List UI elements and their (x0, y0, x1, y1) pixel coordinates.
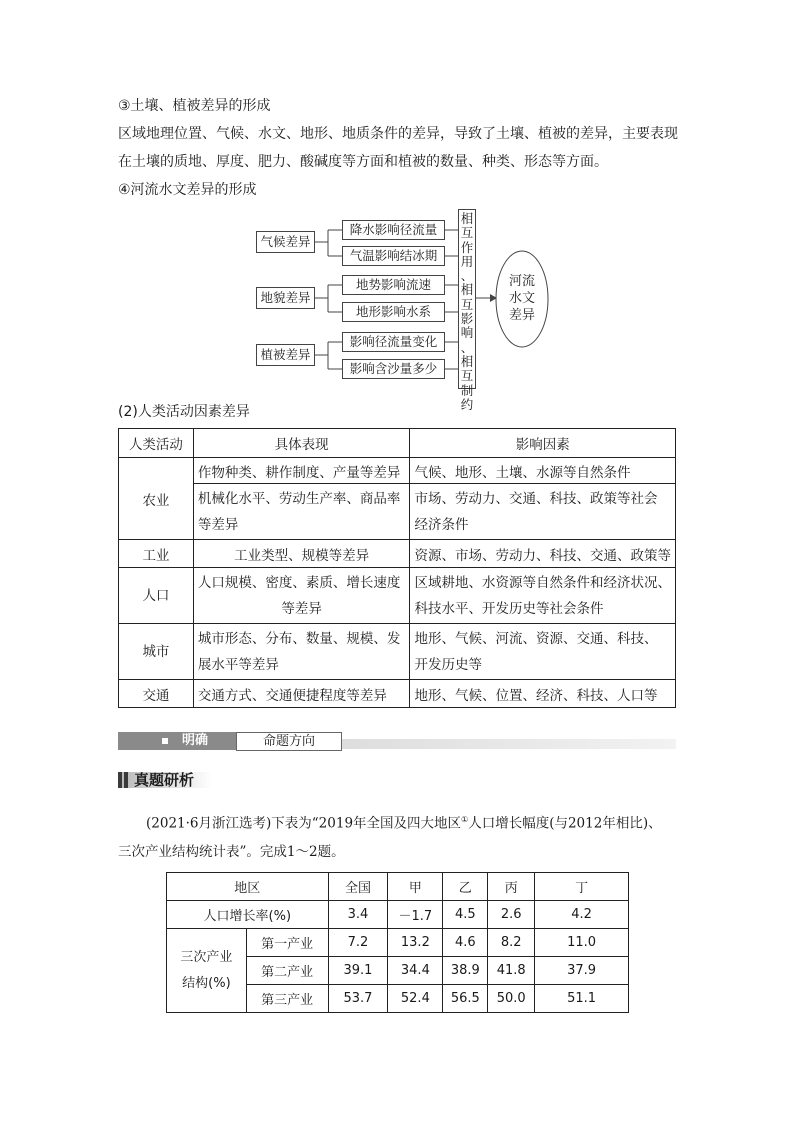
manifest-cell: 交通方式、交通便捷程度等差异 (193, 680, 410, 708)
header-activity: 人类活动 (119, 429, 194, 458)
header-manifestation: 具体表现 (193, 429, 410, 458)
stats-cell: 13.2 (388, 929, 443, 957)
table-row (119, 680, 676, 708)
stats-cell: 7.2 (328, 929, 388, 957)
table-row (119, 484, 676, 540)
stats-row (167, 901, 629, 929)
stats-cell: 37.9 (535, 957, 629, 985)
interaction-char: 相 (460, 282, 474, 298)
industry-name: 第三产业 (246, 985, 328, 1013)
stats-cell: 38.9 (443, 957, 488, 985)
interaction-char: 影 (460, 311, 474, 327)
stats-cell: 4.6 (443, 929, 488, 957)
effect-sediment: 影响含沙量多少 (342, 359, 445, 379)
stats-cell: 3.4 (328, 901, 388, 929)
manifest-cell (193, 458, 410, 484)
interaction-char: 、 (460, 268, 474, 284)
interaction-char: 相 (460, 353, 474, 369)
industry-name: 第二产业 (246, 957, 328, 985)
manifest-cell: 工业类型、规模等差异 (193, 540, 410, 568)
effect-precipitation: 降水影响径流量 (342, 220, 445, 240)
manifest-cell (193, 568, 410, 624)
stats-cell: 11.0 (535, 929, 629, 957)
section3-heading: ③土壤、植被差异的形成 (118, 98, 271, 114)
stats-cell: 50.0 (488, 985, 535, 1013)
table-row (119, 540, 676, 568)
factor-text: 开发历史等 (414, 656, 482, 673)
human-activity-table (118, 428, 676, 708)
human-section-heading: (2)人类活动因素差异 (118, 404, 250, 420)
growth-label: 人口增长率(%) (167, 901, 329, 929)
exam-intro-line2: 三次产业结构统计表”。完成1～2题。 (118, 844, 345, 860)
heading-bar-icon (124, 772, 128, 788)
region-col: 乙 (443, 873, 488, 901)
result-line: 水文 (508, 291, 535, 306)
interaction-char: 用 (460, 253, 474, 269)
factor-cell: 资源、市场、劳动力、科技、交通、政策等 (410, 540, 676, 568)
table-row (119, 568, 676, 624)
factor-cell (410, 624, 676, 680)
factor-cell (410, 568, 676, 624)
manifest-text: 人口规模、密度、素质、增长速度 (197, 574, 401, 591)
activity-agriculture: 农业 (119, 458, 194, 540)
effect-terrain-system: 地形影响水系 (342, 302, 445, 322)
manifest-text: 展水平等差异 (197, 656, 279, 673)
stats-table (166, 872, 629, 1013)
factor-text: 科技水平、开发历史等社会条件 (414, 600, 604, 617)
factor-vegetation: 植被差异 (256, 344, 315, 366)
factor-cell (410, 484, 676, 540)
industry-name: 第一产业 (246, 929, 328, 957)
stats-cell: 4.2 (535, 901, 629, 929)
interaction-char: 、 (460, 339, 474, 355)
factor-text: 气候、地形、土壤、水源等自然条件 (414, 464, 631, 481)
stats-row (167, 929, 629, 957)
manifest-text: 机械化水平、劳动生产率、商品率 (197, 490, 401, 507)
stats-cell: 39.1 (328, 957, 388, 985)
section4-heading: ④河流水文差异的形成 (118, 182, 257, 198)
factor-cell (410, 458, 676, 484)
manifest-text: 作物种类、耕作制度、产量等差异 (197, 464, 401, 481)
section3-text-line1: 区域地理位置、气候、水文、地形、地质条件的差异，导致了土壤、植被的差异，主要表现 (118, 126, 678, 142)
effect-temperature: 气温影响结冰期 (342, 246, 445, 266)
section-banner (118, 732, 676, 750)
real-exam-heading: 真题研析 (134, 771, 195, 789)
stats-cell: 4.5 (443, 901, 488, 929)
river-hydrology-diagram (250, 206, 550, 412)
interaction-box (458, 209, 476, 412)
stats-cell: 51.1 (535, 985, 629, 1013)
stats-cell: 34.4 (388, 957, 443, 985)
stats-cell: －1.7 (388, 901, 443, 929)
interaction-char: 互 (460, 296, 474, 312)
table-row (119, 624, 676, 680)
factor-text: 市场、劳动力、交通、科技、政策等社会 (414, 490, 658, 507)
interaction-char: 作 (460, 239, 474, 255)
factor-text: 经济条件 (414, 516, 469, 533)
region-header: 地区 (167, 873, 329, 901)
manifest-text: 城市形态、分布、数量、规模、发 (197, 630, 401, 647)
activity-population: 人口 (119, 568, 194, 624)
activity-transport: 交通 (119, 680, 194, 708)
manifest-cell (193, 484, 410, 540)
banner-strong-text: 明确 (182, 733, 209, 748)
manifest-text: 等差异 (281, 600, 322, 617)
interaction-char: 约 (460, 396, 474, 412)
table-row (119, 458, 676, 484)
region-col: 全国 (328, 873, 388, 901)
interaction-char: 互 (460, 368, 474, 384)
table-header-row (119, 429, 676, 458)
result-line: 差异 (508, 308, 535, 323)
structure-label (167, 929, 247, 1013)
stats-cell: 41.8 (488, 957, 535, 985)
banner-square-icon (162, 738, 168, 744)
result-label (498, 273, 546, 324)
region-col: 丁 (535, 873, 629, 901)
interaction-char: 制 (460, 382, 474, 398)
region-col: 丙 (488, 873, 535, 901)
manifest-cell (193, 624, 410, 680)
structure-label-line: 三次产业 (180, 949, 233, 965)
interaction-char: 互 (460, 225, 474, 241)
effect-runoff-variation: 影响径流量变化 (342, 332, 445, 352)
interaction-char: 相 (460, 211, 474, 226)
effect-terrain-speed: 地势影响流速 (342, 275, 445, 295)
factor-cell: 地形、气候、位置、经济、科技、人口等 (410, 680, 676, 708)
structure-label-line: 结构(%) (182, 975, 231, 991)
banner-dark-block (118, 732, 236, 750)
factor-text: 地形、气候、河流、资源、交通、科技、 (414, 630, 658, 647)
intro-text: 人口增长幅度(与2012年相比)、 (468, 815, 662, 832)
interaction-char: 响 (460, 325, 474, 341)
stats-cell: 53.7 (328, 985, 388, 1013)
stats-cell: 8.2 (488, 929, 535, 957)
stats-cell: 2.6 (488, 901, 535, 929)
stats-cell: 52.4 (388, 985, 443, 1013)
result-line: 河流 (508, 274, 535, 289)
banner-tab: 命题方向 (236, 732, 342, 751)
stats-cell: 56.5 (443, 985, 488, 1013)
manifest-text: 等差异 (197, 516, 239, 533)
factor-landform: 地貌差异 (256, 287, 315, 309)
heading-bar-icon (118, 772, 122, 788)
section3-text-line2: 在土壤的质地、厚度、肥力、酸碱度等方面和植被的数量、种类、形态等方面。 (118, 154, 608, 170)
region-col: 甲 (388, 873, 443, 901)
header-factors: 影响因素 (410, 429, 676, 458)
factor-text: 区域耕地、水资源等自然条件和经济状况、 (414, 574, 671, 591)
real-exam-heading-block (118, 769, 212, 791)
stats-header-row (167, 873, 629, 901)
footnote-mark: ① (461, 815, 469, 824)
factor-climate: 气候差异 (256, 231, 315, 253)
intro-text: (2021·6月浙江选考)下表为“2019年全国及四大地区 (146, 815, 462, 832)
activity-industry: 工业 (119, 540, 194, 568)
exam-intro-line1 (146, 808, 662, 836)
activity-city: 城市 (119, 624, 194, 680)
